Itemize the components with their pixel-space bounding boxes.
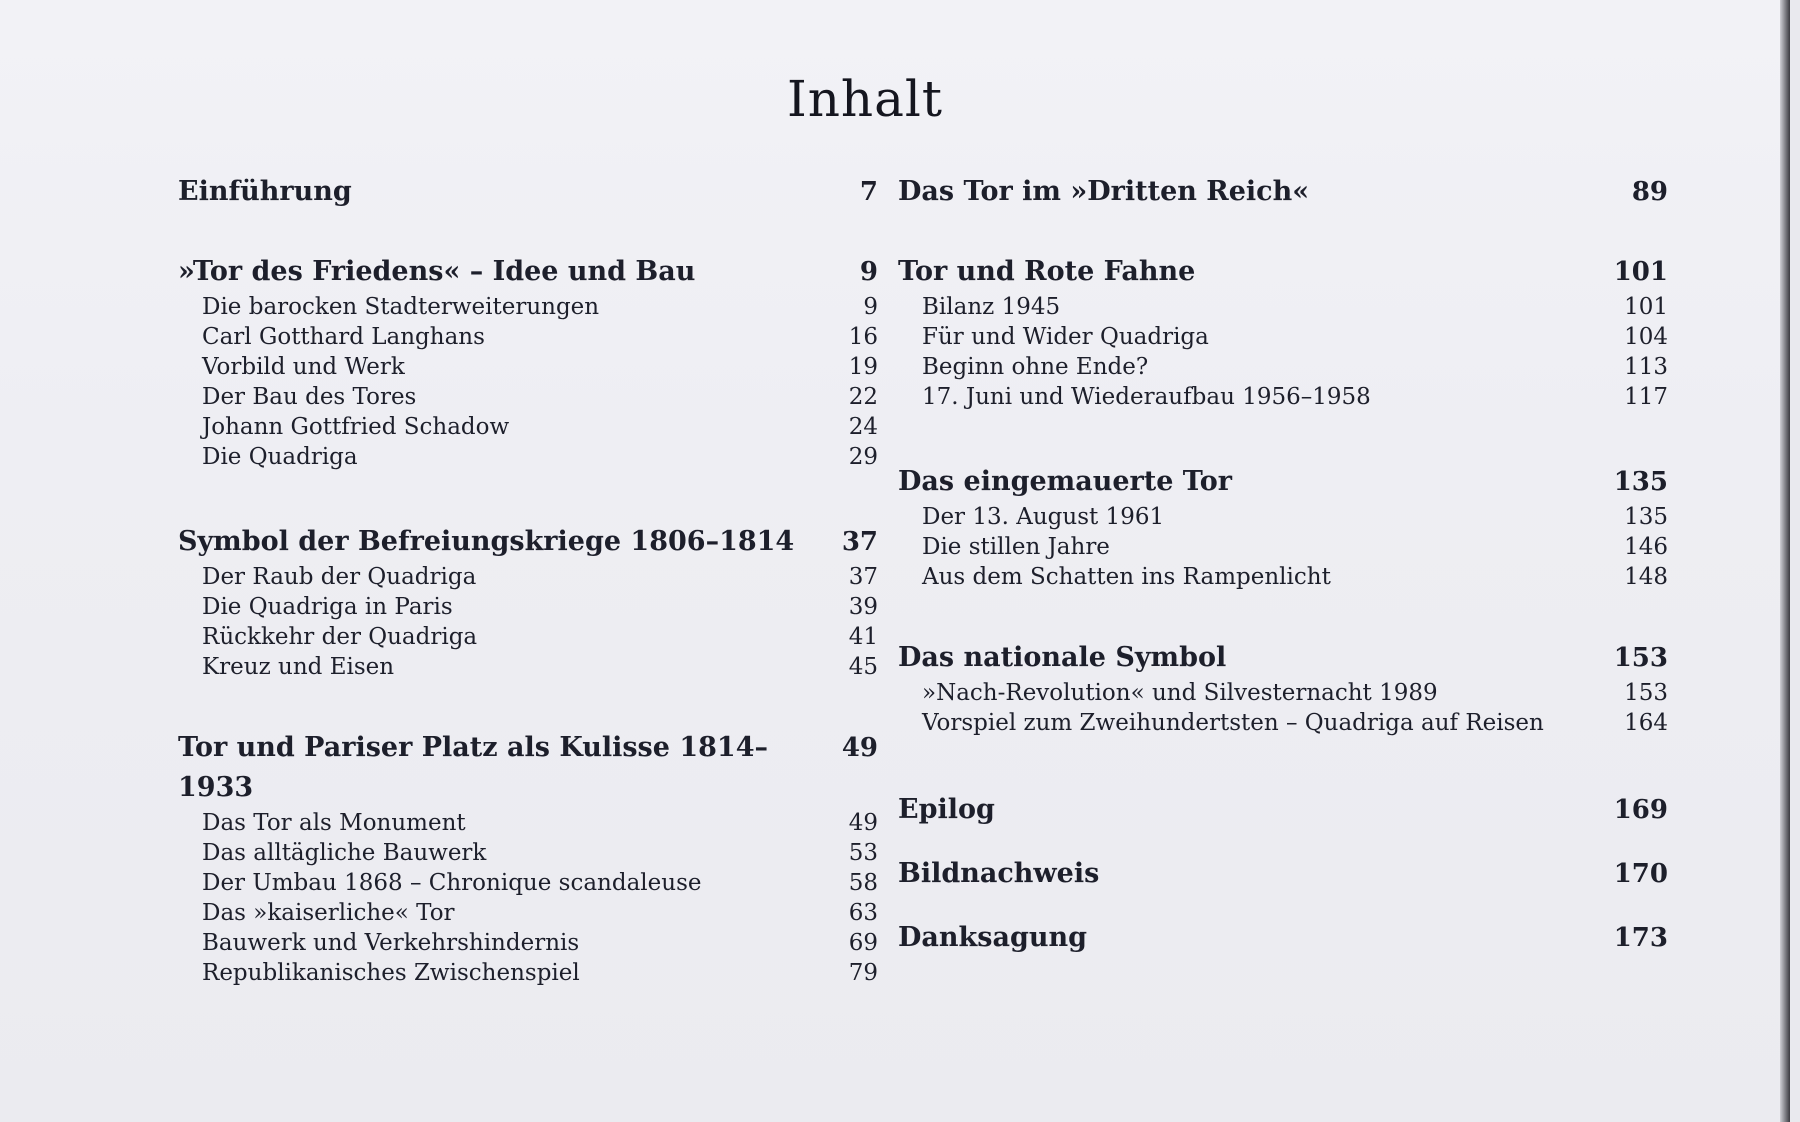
toc-heading-page: 173 xyxy=(1613,923,1668,953)
toc-entry-label: Der Umbau 1868 – Chronique scandaleuse xyxy=(202,870,702,896)
toc-entry-page: 104 xyxy=(1624,324,1668,350)
toc-entry xyxy=(178,322,878,352)
toc-section xyxy=(898,252,1668,412)
toc-heading-label: Einführung xyxy=(178,176,352,207)
toc-heading-label: Das nationale Symbol xyxy=(898,642,1227,673)
toc-heading-page: 37 xyxy=(841,527,878,557)
toc-entry-page: 69 xyxy=(848,930,878,956)
toc-entry-label: Das alltägliche Bauwerk xyxy=(202,840,487,866)
toc-entry xyxy=(898,322,1668,352)
toc-entry xyxy=(178,562,878,592)
toc-appendix xyxy=(898,778,1668,970)
toc-heading-label: Das eingemauerte Tor xyxy=(898,466,1233,497)
toc-entry-page: 153 xyxy=(1624,680,1668,706)
toc-entry-label: Das »kaiserliche« Tor xyxy=(202,900,455,926)
toc-heading-bildnachweis xyxy=(898,842,1668,906)
toc-entry-page: 58 xyxy=(848,870,878,896)
toc-entry-page: 53 xyxy=(848,840,878,866)
toc-entry-label: Johann Gottfried Schadow xyxy=(202,414,510,440)
toc-entry-label: 17. Juni und Wiederaufbau 1956–1958 xyxy=(922,384,1371,410)
toc-heading-label: Das Tor im »Dritten Reich« xyxy=(898,176,1310,207)
toc-entry-page: 113 xyxy=(1624,354,1668,380)
toc-heading xyxy=(898,462,1668,502)
toc-heading-label: Epilog xyxy=(898,794,995,825)
toc-entry xyxy=(178,412,878,442)
toc-entry xyxy=(178,838,878,868)
toc-entry-label: Kreuz und Eisen xyxy=(202,654,395,680)
toc-entry-label: Vorbild und Werk xyxy=(202,354,405,380)
toc-heading xyxy=(178,728,878,808)
toc-section xyxy=(178,522,878,682)
toc-section xyxy=(178,728,878,988)
toc-heading-page: 7 xyxy=(859,177,878,207)
toc-left-column xyxy=(178,172,878,988)
toc-entry xyxy=(178,592,878,622)
toc-entry xyxy=(178,292,878,322)
toc-heading xyxy=(898,638,1668,678)
toc-entry-label: Carl Gotthard Langhans xyxy=(202,324,485,350)
toc-entry-page: 79 xyxy=(848,960,878,986)
toc-heading xyxy=(898,252,1668,292)
toc-entry xyxy=(898,382,1668,412)
toc-entry-label: Der Bau des Tores xyxy=(202,384,417,410)
toc-entry xyxy=(178,442,878,472)
toc-entry-page: 9 xyxy=(863,294,878,320)
toc-heading-page: 101 xyxy=(1613,257,1668,287)
toc-heading-label: Symbol der Befreiungskriege 1806–1814 xyxy=(178,526,795,557)
toc-heading-label: Tor und Pariser Platz als Kulisse 1814–1933 xyxy=(178,732,768,803)
toc-entry-label: Rückkehr der Quadriga xyxy=(202,624,478,650)
toc-heading-label: Tor und Rote Fahne xyxy=(898,256,1196,287)
toc-entry xyxy=(178,868,878,898)
toc-entry-label: Die barocken Stadterweiterungen xyxy=(202,294,600,320)
toc-entry-page: 135 xyxy=(1624,504,1668,530)
toc-section xyxy=(178,172,878,212)
toc-entry-page: 148 xyxy=(1624,564,1668,590)
toc-entry-label: Vorspiel zum Zweihundertsten – Quadriga auf Reisen xyxy=(922,710,1544,736)
toc-heading-page: 9 xyxy=(859,257,878,287)
toc-heading-page: 169 xyxy=(1613,795,1668,825)
toc-entry-label: Die stillen Jahre xyxy=(922,534,1110,560)
toc-entry-page: 19 xyxy=(848,354,878,380)
toc-heading-label: Bildnachweis xyxy=(898,858,1100,889)
toc-heading-page: 153 xyxy=(1613,643,1668,673)
toc-section xyxy=(898,462,1668,592)
toc-section xyxy=(178,252,878,472)
toc-entry xyxy=(178,652,878,682)
toc-entry xyxy=(898,678,1668,708)
toc-heading-page: 49 xyxy=(841,733,878,763)
toc-entry-page: 49 xyxy=(848,810,878,836)
toc-entry-label: Bilanz 1945 xyxy=(922,294,1061,320)
toc-entry xyxy=(178,622,878,652)
toc-entry-page: 63 xyxy=(848,900,878,926)
toc-entry-label: Bauwerk und Verkehrshindernis xyxy=(202,930,580,956)
toc-right-column xyxy=(898,172,1668,970)
toc-entry-label: Der 13. August 1961 xyxy=(922,504,1165,530)
toc-heading-page: 89 xyxy=(1631,177,1668,207)
toc-entry-page: 45 xyxy=(848,654,878,680)
toc-entry-page: 117 xyxy=(1624,384,1668,410)
toc-entry-label: »Nach-Revolution« und Silvesternacht 1989 xyxy=(922,680,1438,706)
toc-entry-label: Die Quadriga in Paris xyxy=(202,594,453,620)
page-title: Inhalt xyxy=(786,70,944,128)
toc-heading-label: Danksagung xyxy=(898,922,1087,953)
toc-entry-page: 16 xyxy=(848,324,878,350)
toc-entry-label: Republikanisches Zwischenspiel xyxy=(202,960,580,986)
toc-entry-label: Aus dem Schatten ins Rampenlicht xyxy=(922,564,1331,590)
toc-entry-page: 37 xyxy=(848,564,878,590)
toc-entry-label: Die Quadriga xyxy=(202,444,358,470)
toc-entry-page: 146 xyxy=(1624,534,1668,560)
toc-heading-label: »Tor des Friedens« – Idee und Bau xyxy=(178,256,696,287)
toc-entry xyxy=(898,502,1668,532)
toc-entry-page: 24 xyxy=(848,414,878,440)
toc-heading xyxy=(178,522,878,562)
toc-entry xyxy=(178,352,878,382)
toc-entry xyxy=(178,898,878,928)
toc-heading xyxy=(898,172,1668,212)
page-edge-shadow xyxy=(1780,0,1790,1122)
toc-entry-label: Der Raub der Quadriga xyxy=(202,564,477,590)
toc-entry xyxy=(898,352,1668,382)
toc-entry-page: 164 xyxy=(1624,710,1668,736)
toc-entry xyxy=(898,562,1668,592)
toc-entry xyxy=(178,808,878,838)
toc-heading-page: 135 xyxy=(1613,467,1668,497)
toc-section xyxy=(898,172,1668,212)
toc-heading-danksagung xyxy=(898,906,1668,970)
toc-entry-page: 29 xyxy=(848,444,878,470)
toc-entry xyxy=(178,382,878,412)
toc-entry xyxy=(178,928,878,958)
toc-entry-page: 39 xyxy=(848,594,878,620)
toc-entry-label: Das Tor als Monument xyxy=(202,810,466,836)
toc-entry-page: 41 xyxy=(848,624,878,650)
toc-heading xyxy=(178,252,878,292)
toc-entry-label: Beginn ohne Ende? xyxy=(922,354,1149,380)
toc-heading-page: 170 xyxy=(1613,859,1668,889)
toc-section xyxy=(898,638,1668,738)
toc-entry xyxy=(178,958,878,988)
toc-entry xyxy=(898,532,1668,562)
toc-heading-epilog xyxy=(898,778,1668,842)
toc-entry xyxy=(898,292,1668,322)
toc-entry xyxy=(898,708,1668,738)
toc-entry-page: 22 xyxy=(848,384,878,410)
toc-heading xyxy=(178,172,878,212)
toc-entry-label: Für und Wider Quadriga xyxy=(922,324,1209,350)
toc-entry-page: 101 xyxy=(1624,294,1668,320)
